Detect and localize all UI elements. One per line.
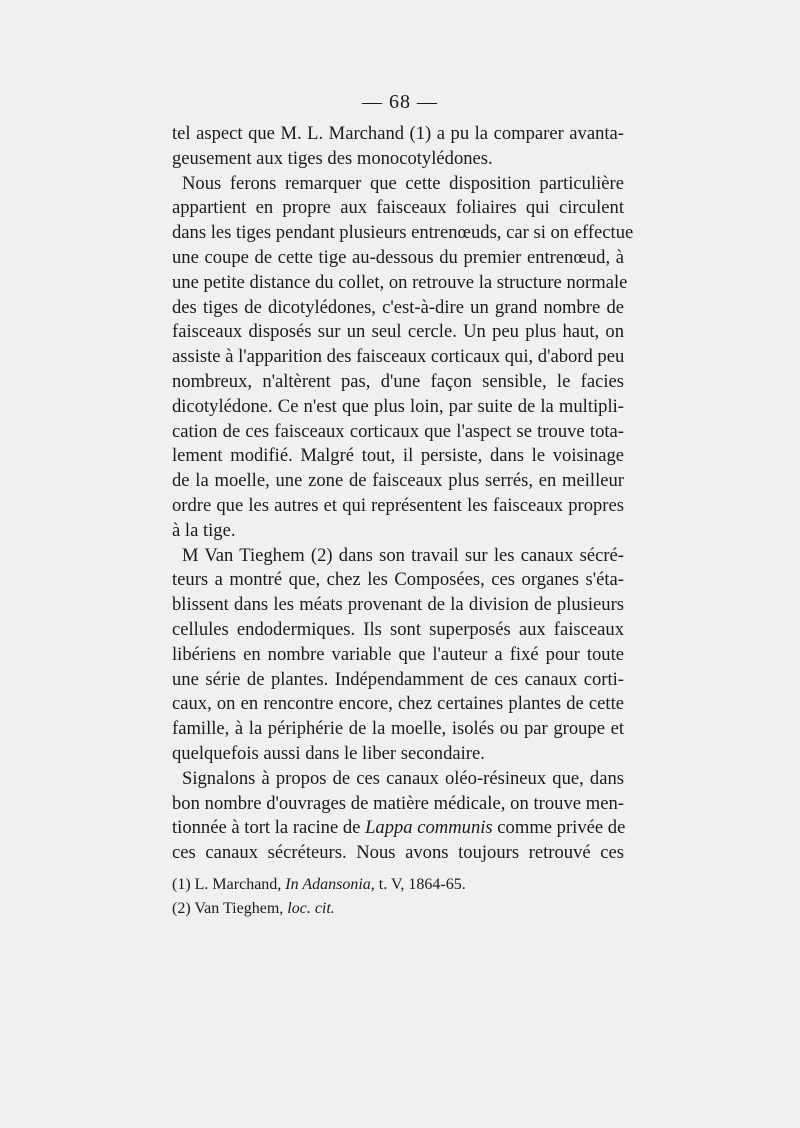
text-line: une coupe de cette tige au-dessous du premier entrenœud, à bbox=[172, 246, 624, 268]
text-line: caux, on en rencontre encore, chez certaines plantes de cette bbox=[172, 693, 624, 715]
footnote-title: In Adansonia bbox=[285, 876, 371, 893]
text-line: tel aspect que M. L. Marchand (1) a pu la comparer avanta- bbox=[172, 123, 624, 144]
text-line: quelquefois aussi dans le liber secondaire. bbox=[172, 742, 485, 764]
text-line: lement modifié. Malgré tout, il persiste, dans le voisinage bbox=[172, 445, 624, 467]
page-number: — 68 — bbox=[362, 91, 438, 113]
text-line: cation de ces faisceaux corticaux que l'aspect se trouve tota- bbox=[172, 420, 624, 442]
footnote bbox=[172, 897, 624, 921]
footnote-text: (1) L. Marchand, bbox=[172, 876, 286, 893]
text-line: dicotylédone. Ce n'est que plus loin, par suite de la multipli- bbox=[172, 395, 624, 417]
text-line: une série de plantes. Indépendamment de ces canaux corti- bbox=[172, 668, 624, 690]
text-line: teurs a montré que, chez les Composées, ces organes s'éta- bbox=[172, 569, 624, 591]
text-line: nombreux, n'altèrent pas, d'une façon sensible, le facies bbox=[172, 370, 624, 392]
text-line: de la moelle, une zone de faisceaux plus serrés, en meilleur bbox=[172, 470, 624, 492]
text-line: appartient en propre aux faisceaux foliaires qui circulent bbox=[172, 197, 624, 219]
text-line: geusement aux tiges des monocotylédones. bbox=[172, 147, 493, 169]
text-line: libériens en nombre variable que l'auteur a fixé pour toute bbox=[172, 643, 624, 665]
footnote-text: , t. V, 1864-65. bbox=[370, 876, 466, 893]
text-line: famille, à la périphérie de la moelle, isolés ou par groupe et bbox=[172, 718, 624, 740]
text-line: faisceaux disposés sur un seul cercle. Un peu plus haut, on bbox=[172, 321, 624, 343]
text-line: assiste à l'apparition des faisceaux corticaux qui, d'abord peu bbox=[172, 346, 625, 368]
text-line: Nous ferons remarquer que cette disposition particulière bbox=[182, 172, 624, 194]
text-line: dans les tiges pendant plusieurs entrenœuds, car si on effectue bbox=[172, 222, 634, 244]
footnote bbox=[172, 873, 624, 897]
text-line bbox=[172, 816, 624, 841]
text-line: bon nombre d'ouvrages de matière médicale, on trouve men- bbox=[172, 792, 624, 814]
body-text bbox=[172, 122, 634, 866]
text-run: tionnée à tort la racine de bbox=[172, 817, 366, 839]
text-line: ordre que les autres et qui représentent les faisceaux propres bbox=[172, 494, 624, 516]
text-run: comme privée de bbox=[492, 817, 626, 839]
footnotes bbox=[172, 873, 624, 921]
footnote-text: (2) Van Tieghem, bbox=[172, 900, 288, 917]
text-line: M Van Tieghem (2) dans son travail sur les canaux sécré- bbox=[182, 544, 624, 566]
text-line: à la tige. bbox=[172, 519, 236, 541]
text-line: des tiges de dicotylédones, c'est-à-dire un grand nombre de bbox=[172, 296, 624, 318]
text-line: blissent dans les méats provenant de la division de plusieurs bbox=[172, 594, 624, 616]
footnote-title: loc. cit. bbox=[287, 900, 335, 917]
text-line: une petite distance du collet, on retrouve la structure normale bbox=[172, 271, 628, 293]
text-line: cellules endodermiques. Ils sont superposés aux faisceaux bbox=[172, 618, 624, 640]
text-line: ces canaux sécréteurs. Nous avons toujours retrouvé ces bbox=[172, 842, 624, 864]
taxon-name: Lappa communis bbox=[365, 817, 493, 839]
text-line: Signalons à propos de ces canaux oléo-résineux que, dans bbox=[182, 767, 624, 789]
